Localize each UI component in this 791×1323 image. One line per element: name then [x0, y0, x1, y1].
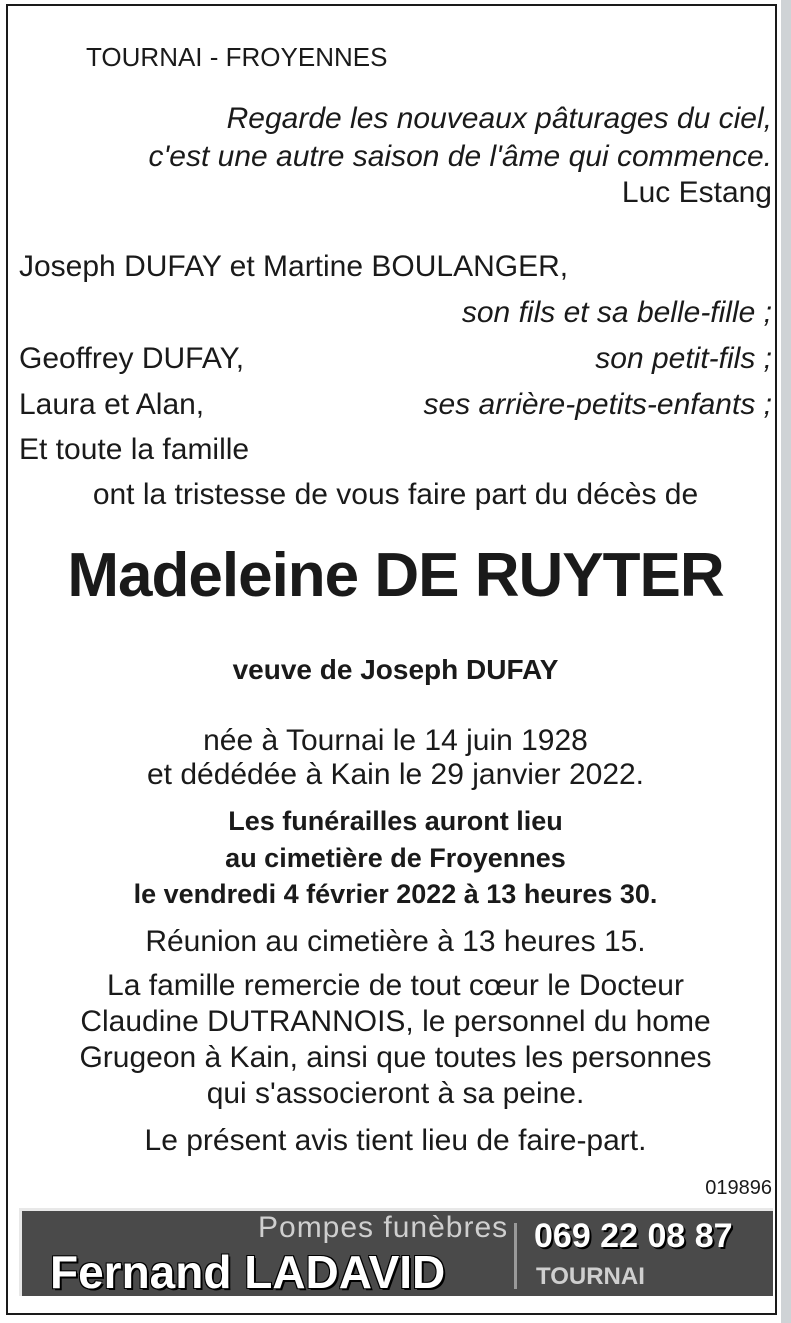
banner-city: TOURNAI — [536, 1263, 645, 1290]
funeral-line-3: le vendredi 4 février 2022 à 13 heures 30. — [133, 879, 658, 909]
quote-line-1: Regarde les nouveaux pâturages du ciel, — [226, 102, 772, 135]
thanks-line-4: qui s'associeront à sa peine. — [206, 1077, 585, 1110]
closing-text: Le présent avis tient lieu de faire-part. — [144, 1124, 647, 1157]
thanks-line-2: Claudine DUTRANNOIS, le personnel du home — [80, 1005, 711, 1038]
banner-phone: 069 22 08 87 — [534, 1217, 733, 1255]
family-member-name: Et toute la famille — [19, 433, 250, 466]
funeral-line-2: au cimetière de Froyennes — [225, 843, 566, 873]
quote-line-2: c'est une autre saison de l'âme qui commence. — [148, 140, 772, 173]
banner-separator — [514, 1223, 517, 1289]
family-member-name: Laura et Alan, — [19, 388, 205, 421]
thanks-line-3: Grugeon à Kain, ainsi que toutes les personnes — [79, 1041, 712, 1074]
quote-author: Luc Estang — [621, 176, 772, 209]
death-info: et dédédée à Kain le 29 janvier 2022. — [146, 758, 645, 791]
funeral-home-banner — [19, 1208, 773, 1296]
meeting-info: Réunion au cimetière à 13 heures 15. — [145, 925, 646, 958]
announcement-text: ont la tristesse de vous faire part du décès de — [92, 478, 699, 511]
funeral-line-1: Les funérailles auront lieu — [228, 806, 563, 836]
family-member-name: Joseph DUFAY et Martine BOULANGER, — [19, 250, 569, 283]
family-member-relation: son petit-fils ; — [595, 342, 772, 375]
widow-of: veuve de Joseph DUFAY — [232, 654, 559, 685]
family-member-relation: son fils et sa belle-fille ; — [461, 296, 772, 329]
thanks-line-1: La famille remercie de tout cœur le Docteur — [107, 969, 684, 1002]
banner-subtitle: Pompes funèbres — [258, 1211, 509, 1244]
location-header: TOURNAI - FROYENNES — [86, 42, 388, 72]
deceased-name: Madeleine DE RUYTER — [67, 541, 724, 610]
family-member-relation: ses arrière-petits-enfants ; — [423, 388, 772, 421]
reference-number: 019896 — [705, 1177, 772, 1199]
birth-info: née à Tournai le 14 juin 1928 — [203, 724, 588, 757]
family-member-name: Geoffrey DUFAY, — [19, 342, 245, 375]
banner-company-name: Fernand LADAVID — [50, 1246, 446, 1298]
